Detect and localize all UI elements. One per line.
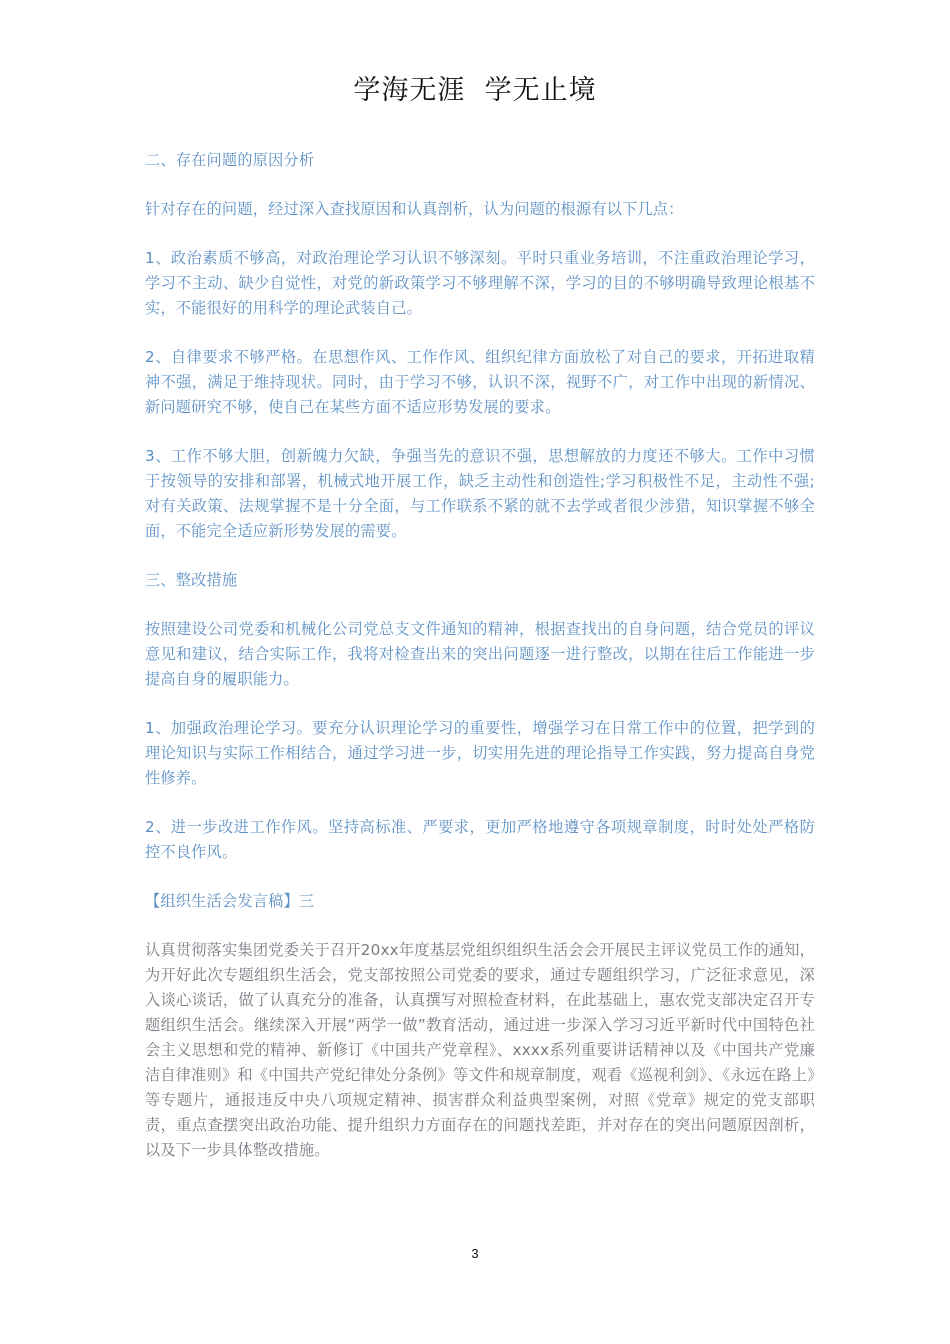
- paragraph-cause-2: 2、自律要求不够严格。在思想作风、工作作风、组织纪律方面放松了对自己的要求，开拓进取精神不强，满足于维持现状。同时，由于学习不够，认识不深，视野不广，对工作中出现的新情况、新问题研究不够，使自己在某些方面不适应形势发展的要求。: [145, 348, 815, 416]
- paragraph-speech-body: 认真贯彻落实集团党委关于召开20xx年度基层党组织组织生活会会开展民主评议党员工作的通知，为开好此次专题组织生活会，党支部按照公司党委的要求，通过专题组织学习，广泛征求意见，深入谈心谈话，做了认真充分的准备，认真撰写对照检查材料，在此基础上，惠农党支部决定召开专题组织生活会。继续深入开展“两学一做”教育活动，通过进一步深入学习习近平新时代中国特色社会主义思想和党的精神、新修订《中国共产党章程》、xxxx系列重要讲话精神以及《中国共产党廉洁自律准则》和《中国共产党纪律处分条例》等文件和规章制度，观看《巡视利剑》、《永远在路上》等专题片，通报违反中央八项规定精神、损害群众利益典型案例，对照《党章》规定的党支部职责，重点查摆突出政治功能、提升组织力方面存在的问题找差距，并对存在的突出问题原因剖析，以及下一步具体整改措施。: [145, 941, 815, 1159]
- section-heading-cause-analysis: 二、存在问题的原因分析: [145, 151, 315, 169]
- page-number: 3: [471, 1246, 479, 1261]
- paragraph-rectification-intro: 按照建设公司党委和机械化公司党总支文件通知的精神，根据查找出的自身问题，结合党员的评议意见和建议，结合实际工作，我将对检查出来的突出问题逐一进行整改，以期在往后工作能进一步提高自身的履职能力。: [145, 620, 815, 688]
- paragraph-measure-1: 1、加强政治理论学习。要充分认识理论学习的重要性，增强学习在日常工作中的位置，把学到的理论知识与实际工作相结合，通过学习进一步，切实用先进的理论指导工作实践，努力提高自身党性修养。: [145, 719, 815, 787]
- paragraph-intro: 针对存在的问题，经过深入查找原因和认真剖析，认为问题的根源有以下几点：: [145, 200, 684, 218]
- section-heading-rectification: 三、整改措施: [145, 571, 238, 589]
- section-heading-speech-3: 【组织生活会发言稿】三: [145, 892, 315, 910]
- paragraph-cause-3: 3、工作不够大胆，创新魄力欠缺，争强当先的意识不强，思想解放的力度还不够大。工作中习惯于按领导的安排和部署，机械式地开展工作，缺乏主动性和创造性;学习积极性不足，主动性不强;对有关政策、法规掌握不是十分全面，与工作联系不紧的就不去学或者很少涉猎，知识掌握不够全面，不能完全适应新形势发展的需要。: [145, 447, 815, 540]
- paragraph-cause-1: 1、政治素质不够高，对政治理论学习认识不够深刻。平时只重业务培训，不注重政治理论学习，学习不主动、缺少自觉性，对党的新政策学习不够理解不深，学习的目的不够明确导致理论根基不实，不能很好的用科学的理论武装自己。: [145, 249, 815, 317]
- document-body: [145, 148, 815, 1187]
- page-header-title: 学海无涯 学无止境: [353, 75, 597, 106]
- paragraph-measure-2: 2、进一步改进工作作风。坚持高标准、严要求，更加严格地遵守各项规章制度，时时处处严格防控不良作风。: [145, 818, 815, 861]
